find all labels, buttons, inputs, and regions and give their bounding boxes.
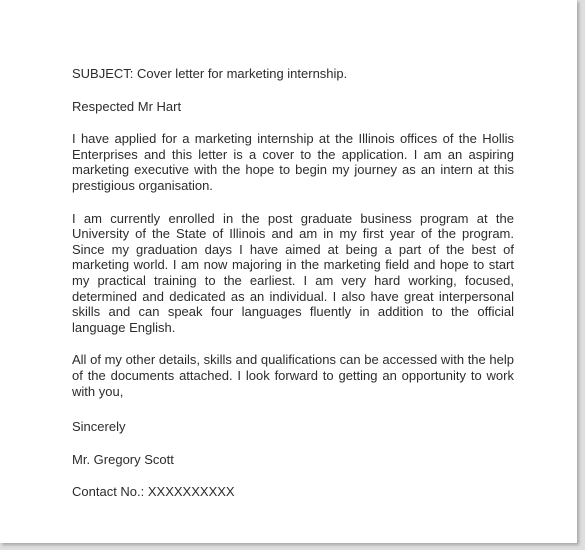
salutation: Respected Mr Hart <box>72 98 182 114</box>
closing: Sincerely <box>72 419 126 435</box>
body-paragraph-1: I have applied for a marketing internship at the Illinois offices of the Hollis Enterprises and this letter is a cover to the application. I am an aspiring marketing executive with the hope to begin my journey as an intern at this prestigious organisation. <box>72 131 514 193</box>
subject-line: SUBJECT: Cover letter for marketing internship. <box>72 66 348 81</box>
contact-number: Contact No.: XXXXXXXXXX <box>72 484 235 500</box>
body-paragraph-3: All of my other details, skills and qualifications can be accessed with the help of the documents attached. I look forward to getting an opportunity to work with you, <box>72 352 514 399</box>
body-paragraph-2: I am currently enrolled in the post graduate business program at the University of the State of Illinois and am in my first year of the program. Since my graduation days I have aimed at being a part of the best of marketing world. I am now majoring in the marketing field and hope to start my practical training to the earliest. I am very hard working, focused, determined and dedicated as an individual. I also have great interpersonal skills and can speak four languages fluently in addition to the official language English. <box>72 210 514 335</box>
cover-letter <box>72 66 514 517</box>
signature-name: Mr. Gregory Scott <box>72 451 174 467</box>
